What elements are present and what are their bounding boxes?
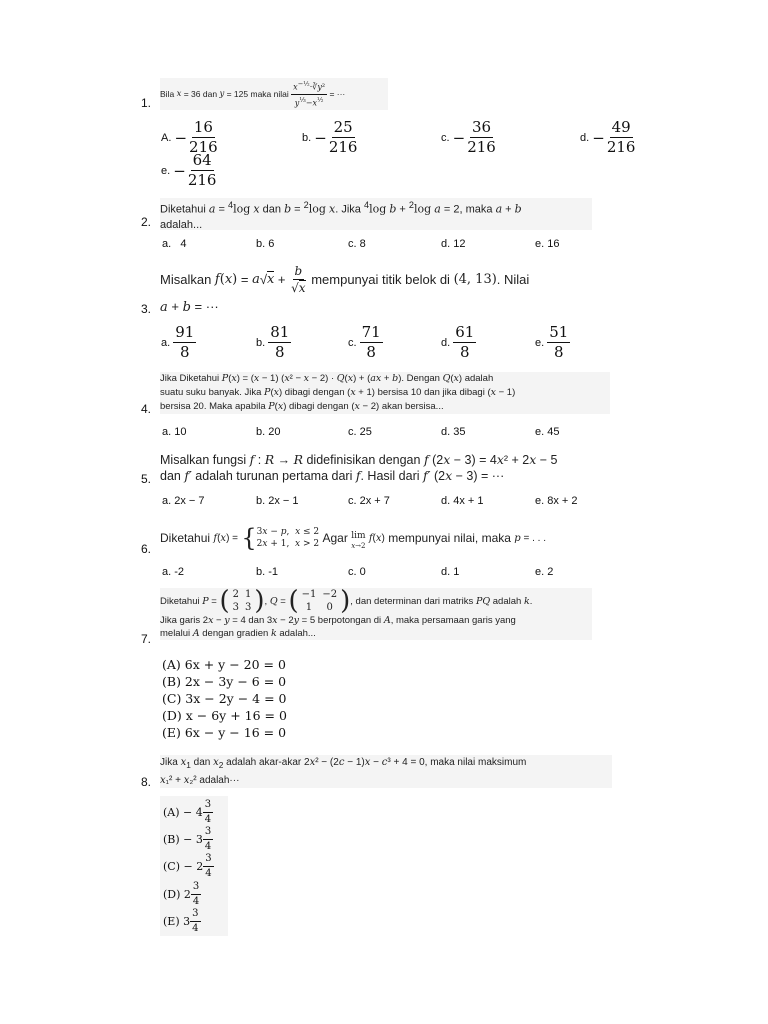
option-e[interactable]: e. $\frac{51}{8}$ bbox=[535, 323, 569, 361]
question-number: 4. bbox=[141, 402, 152, 416]
option-c[interactable]: c. 2x + 7 bbox=[348, 495, 390, 507]
option-e[interactable]: e. 2 bbox=[535, 566, 554, 578]
choice-b[interactable]: (B) − 3 $\frac{3}{4}$ bbox=[163, 826, 212, 852]
choice-a[interactable]: (A) 6x + y − 20 = 0 bbox=[162, 657, 286, 672]
question-number: 2. bbox=[141, 215, 152, 229]
option-d[interactable]: d. 4x + 1 bbox=[441, 495, 484, 507]
question-number: 8. bbox=[141, 775, 152, 789]
option-a[interactable]: a. -2 bbox=[162, 566, 185, 578]
option-a[interactable]: a. $\frac{91}{8}$ bbox=[161, 323, 195, 361]
option-a[interactable]: a. 10 bbox=[162, 426, 187, 438]
matrix-q: ( −1 −2 1 0 ) bbox=[288, 586, 351, 616]
choice-c[interactable]: (C) − 2 $\frac{3}{4}$ bbox=[163, 853, 212, 879]
option-d[interactable]: d. 1 bbox=[441, 566, 460, 578]
question-text: Bila x = 36 dan y = 125 maka nilai $\frac{x^{-\frac{1}{2}}\cdot∛y^2}{y^{\frac{1}{3}}-x^{\frac{1}{2}}}$ = ··· bbox=[160, 78, 388, 110]
question-text: Diketahui P = ( 2 1 3 3 ) , Q = ( −1 −2 1 0 ) , dan determinan dari matriks PQ adalah k . Jika garis 2x − y = 4 dan 3x − 2y = 5 berpotongan di A, maka persamaan garis yang melalui A dengan gradien k adalah... bbox=[160, 588, 592, 640]
question-number: 3. bbox=[141, 302, 152, 316]
choice-d[interactable]: (D) 2 $\frac{3}{4}$ bbox=[163, 881, 200, 907]
option-a[interactable]: a. 4 bbox=[162, 238, 187, 250]
choice-c[interactable]: (C) 3x − 2y − 4 = 0 bbox=[162, 691, 287, 706]
option-d[interactable]: d. 12 bbox=[441, 238, 466, 250]
option-b[interactable]: b. -1 bbox=[256, 566, 279, 578]
option-d[interactable]: d. 35 bbox=[441, 426, 466, 438]
question-text: Misalkan fungsi f : R → R didefinisikan dengan f (2x − 3) = 4x² + 2x − 5 dan f′ adalah turunan pertama dari f. Hasil dari f′ (2x − 3) = ··· bbox=[160, 452, 558, 483]
piecewise-function: { 3x − p, x ≤ 2 2x + 1, x > 2 bbox=[241, 524, 320, 552]
option-b[interactable]: b. 6 bbox=[256, 238, 275, 250]
question-text: Misalkan f ( x ) = a √ x + $\frac{b}{√x}$ mempunyai titik belok di (4, 13) . Nilai a + b = ··· bbox=[160, 263, 530, 315]
question-text: Jika $x_1$ dan $x_2$ adalah akar-akar 2x² − (2c − 1)x − c³ + 4 = 0, maka nilai maksimum x₁² + x₂² adalah··· bbox=[160, 755, 612, 788]
matrix-p: ( 2 1 3 3 ) bbox=[219, 586, 265, 616]
question-text: Diketahui a = $^4$log x dan b = $^2$log x. Jika $^4$log b + $^2$log a = 2, maka a + b adalah... bbox=[160, 198, 592, 230]
question-text: Jika Diketahui P(x) = (x − 1) (x² − x − 2) · Q(x) + (ax + b). Dengan Q(x) adalah suatu suku banyak. Jika P(x) dibagi dengan (x + 1) bersisa 10 dan jika dibagi (x − 1) bersisa 20. Maka apabila P(x) dibagi dengan (x − 2) akan bersisa... bbox=[160, 372, 610, 414]
option-e[interactable]: e. 8x + 2 bbox=[535, 495, 578, 507]
expression-fraction: $\frac{x^{-\frac{1}{2}}\cdot∛y^2}{y^{\frac{1}{3}}-x^{\frac{1}{2}}}$ bbox=[293, 79, 326, 108]
option-b[interactable]: b. $\frac{81}{8}$ bbox=[256, 323, 290, 361]
question-text: Diketahui f (x) = { 3x − p, x ≤ 2 2x + 1, x > 2 Agar lim x→2 f (x) mempunyai nilai, maka p = . . . bbox=[160, 524, 546, 552]
option-c[interactable]: c. 8 bbox=[348, 238, 366, 250]
question-number: 7. bbox=[141, 632, 152, 646]
option-c[interactable]: c. − $\frac{36}{216}$ bbox=[441, 118, 496, 156]
option-b[interactable]: b. − $\frac{25}{216}$ bbox=[302, 118, 358, 156]
option-c[interactable]: c. 0 bbox=[348, 566, 366, 578]
choice-e[interactable]: (E) 3 $\frac{3}{4}$ bbox=[163, 908, 199, 934]
option-b[interactable]: b. 20 bbox=[256, 426, 281, 438]
option-e[interactable]: e. 16 bbox=[535, 238, 560, 250]
choice-a[interactable]: (A) − 4 $\frac{3}{4}$ bbox=[163, 799, 212, 825]
answer-choices bbox=[162, 656, 287, 741]
choice-b[interactable]: (B) 2x − 3y − 6 = 0 bbox=[162, 674, 287, 689]
option-d[interactable]: d. − $\frac{49}{216}$ bbox=[580, 118, 636, 156]
option-a[interactable]: a. 2x − 7 bbox=[162, 495, 205, 507]
choice-e[interactable]: (E) 6x − y − 16 = 0 bbox=[162, 725, 287, 740]
option-a[interactable]: A. − $\frac{16}{216}$ bbox=[161, 118, 218, 156]
option-d[interactable]: d. $\frac{61}{8}$ bbox=[441, 323, 475, 361]
option-c[interactable]: c. 25 bbox=[348, 426, 372, 438]
option-e[interactable]: e. − $\frac{64}{216}$ bbox=[161, 151, 217, 189]
question-number: 6. bbox=[141, 542, 152, 556]
option-e[interactable]: e. 45 bbox=[535, 426, 560, 438]
answer-choices bbox=[160, 796, 228, 936]
option-c[interactable]: c. $\frac{71}{8}$ bbox=[348, 323, 381, 361]
question-number: 5. bbox=[141, 472, 152, 486]
question-number: 1. bbox=[141, 96, 152, 110]
choice-d[interactable]: (D) x − 6y + 16 = 0 bbox=[162, 708, 287, 723]
option-b[interactable]: b. 2x − 1 bbox=[256, 495, 299, 507]
